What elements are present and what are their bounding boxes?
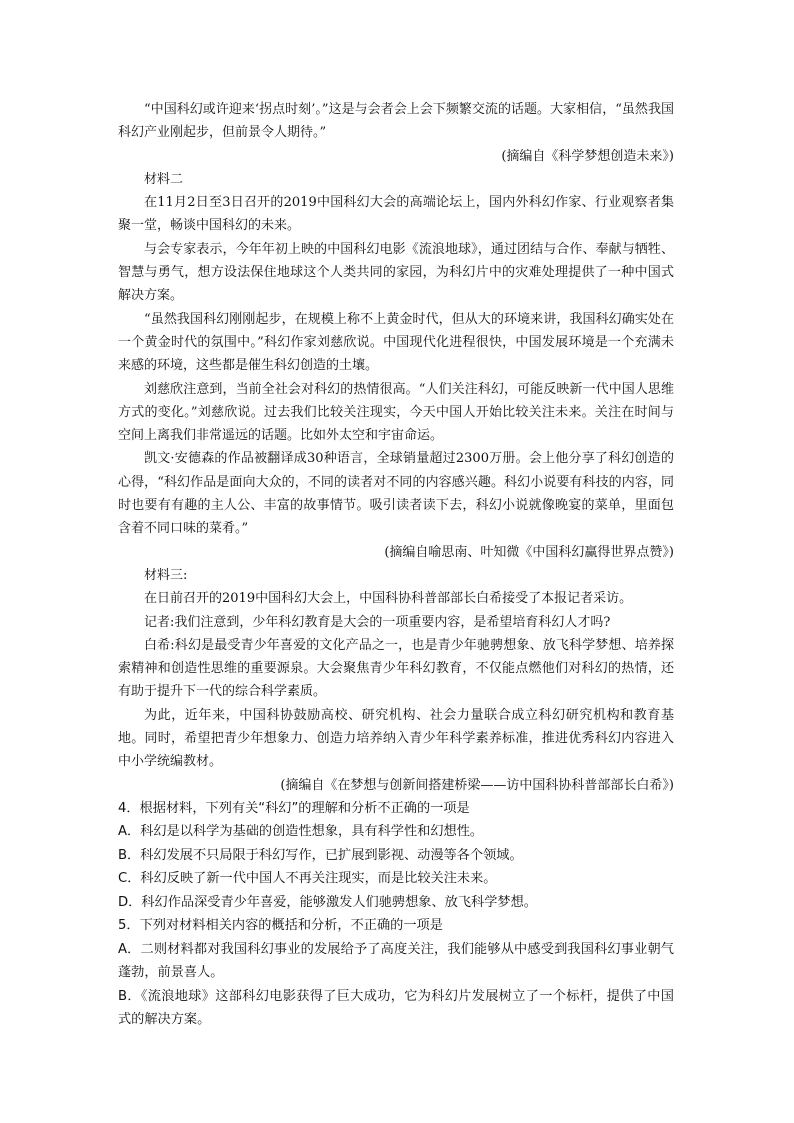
material2-paragraph: 与会专家表示，今年年初上映的中国科幻电影《流浪地球》，通过团结与合作、奉献与牺牲、智慧与勇气，想方设法保住地球这个人类共同的家园，为科幻片中的灾难处理提供了一种中国式解决方案。 bbox=[118, 241, 674, 304]
material3-paragraph: 在日前召开的2019中国科幻大会上，中国科协科普部部长白希接受了本报记者采访。 bbox=[144, 591, 633, 607]
material3-source: (摘编自《在梦想与创新间搭建桥梁——访中国科协科普部部长白希》) bbox=[280, 777, 674, 793]
question-4-stem: 4．根据材料，下列有关“科幻”的理解和分析不正确的一项是 bbox=[118, 800, 470, 816]
material2-paragraph: 刘慈欣注意到，当前全社会对科幻的热情很高。“人们关注科幻，可能反映新一代中国人思维方式的变化。”刘慈欣说。过去我们比较关注现实，今天中国人开始比较关注未来。关注在时间与空间上离我们非常遥远的话题。比如外太空和宇宙命运。 bbox=[118, 381, 674, 444]
material2-paragraph: 凯文·安德森的作品被翻译成30种语言，全球销量超过2300万册。会上他分享了科幻创造的心得，“科幻作品是面向大众的，不同的读者对不同的内容感兴趣。科幻小说要有科技的内容，同时也要有有趣的主人公、丰富的故事情节。吸引读者读下去，科幻小说就像晚宴的菜单，里面包含着不同口味的菜肴。” bbox=[118, 451, 674, 537]
material2-source: (摘编自喻思南、叶知微《中国科幻赢得世界点赞》) bbox=[384, 544, 674, 560]
material3-paragraph: 记者:我们注意到，少年科幻教育是大会的一项重要内容，是希望培育科幻人才吗? bbox=[144, 614, 611, 630]
material1-tail-paragraph: “中国科幻或许迎来‘拐点时刻’。”这是与会者会上会下频繁交流的话题。大家相信，“虽然我国科幻产业刚起步，但前景令人期待。” bbox=[118, 102, 674, 141]
question-4-option-b: B．科幻发展不只局限于科幻写作，已扩展到影视、动漫等各个领域。 bbox=[118, 847, 523, 863]
material1-source: (摘编自《科学梦想创造未来》) bbox=[501, 148, 674, 164]
material2-heading: 材料二 bbox=[144, 171, 184, 187]
material2-paragraph: 在11月2日至3日召开的2019中国科幻大会的高端论坛上，国内外科幻作家、行业观察者集聚一堂，畅谈中国科幻的未来。 bbox=[118, 195, 674, 234]
material3-paragraph: 为此，近年来，中国科协鼓励高校、研究机构、社会力量联合成立科幻研究机构和教育基地。同时，希望把青少年想象力、创造力培养纳入青少年科学素养标准，推进优秀科幻内容进入中小学统编教材。 bbox=[118, 707, 674, 770]
question-5-option-b: B．《流浪地球》这部科幻电影获得了巨大成功，它为科幻片发展树立了一个标杆，提供了中国式的解决方案。 bbox=[118, 988, 674, 1028]
material3-heading: 材料三: bbox=[144, 567, 188, 583]
question-5-option-a: A．二则材料都对我国科幻事业的发展给予了高度关注，我们能够从中感受到我国科幻事业朝气蓬勃，前景喜人。 bbox=[118, 941, 674, 981]
question-4-option-a: A．科幻是以科学为基础的创造性想象，具有科学性和幻想性。 bbox=[118, 824, 484, 840]
question-4-option-d: D．科幻作品深受青少年喜爱，能够激发人们驰骋想象、放飞科学梦想。 bbox=[118, 894, 537, 910]
question-5-stem: 5．下列对材料相关内容的概括和分析，不正确的一项是 bbox=[118, 918, 443, 934]
material3-paragraph: 白希:科幻是最受青少年喜爱的文化产品之一，也是青少年驰骋想象、放飞科学梦想、培养探索精神和创造性思维的重要源泉。大会聚焦青少年科幻教育，不仅能点燃他们对科幻的热情，还有助于提升下一代的综合科学素质。 bbox=[118, 637, 674, 700]
material2-paragraph: “虽然我国科幻刚刚起步，在规模上称不上黄金时代，但从大的环境来讲，我国科幻确实处在一个黄金时代的氛围中。”科幻作家刘慈欣说。中国现代化进程很快，中国发展环境是一个充满未来感的环境，这些都是催生科幻创造的土壤。 bbox=[118, 311, 674, 374]
question-4-option-c: C．科幻反映了新一代中国人不再关注现实，而是比较关注未来。 bbox=[118, 871, 497, 887]
exam-page bbox=[118, 98, 674, 1032]
